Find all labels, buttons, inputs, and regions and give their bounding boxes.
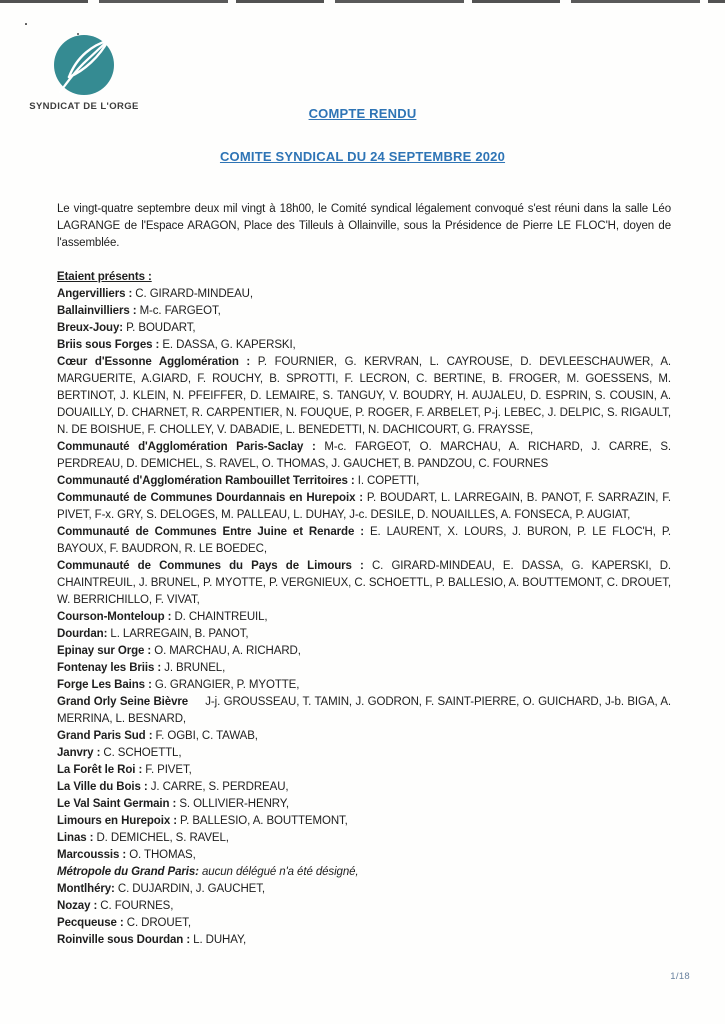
commune-name: Communauté de Communes du Pays de Limours : — [57, 560, 372, 572]
commune-name: La Ville du Bois : — [57, 781, 151, 793]
commune-name: Montlhéry: — [57, 883, 118, 895]
commune-name: Cœur d'Essonne Agglomération : — [57, 356, 258, 368]
attendee-entry — [57, 813, 671, 830]
logo-org-name: SYNDICAT DE L'ORGE — [29, 101, 139, 112]
delegate-names: C. DROUET, — [126, 917, 191, 929]
delegate-names: E. LAURENT, X. LOURS, J. BURON, P. LE FLOC'H, P. BAYOUX, F. BAUDRON, R. LE BOEDEC, — [57, 526, 672, 555]
delegate-names: D. CHAINTREUIL, — [174, 611, 268, 623]
commune-name: Epinay sur Orge : — [57, 645, 155, 657]
delegate-names: P. BOUDART, L. LARREGAIN, B. PANOT, F. SARRAZIN, F. PIVET, F-x. GRY, S. DELOGES, M. PALLEAU, L. DUHAY, J-c. DESILE, D. NOUAILLES, A. FONSECA, P. AUGIAT, — [57, 492, 671, 521]
delegate-names: P. FOURNIER, G. KERVRAN, L. CAYROUSE, D. DEVLEESCHAUWER, A. MARGUERITE, A.GIARD, F. ROUCHY, B. SPROTTI, F. LECRON, C. BERTINE, B. FROGER, M. GOESSENS, M. BERTINOT, J. KLEIN, N. PFEIFFER, D. LEMAIRE, S. TANGUY, V. BOUDRY, H. AUJALEU, D. ESPRIN, S. COUSIN, A. DOUAILLY, D. CHARNET, R. CARPENTIER, N. FOUQUE, P. ROGER, F. ARBELET, P-j. LEBEC, J. DELPIC, S. RIGAULT, N. DE BOISHUE, F. CHOLLEY, V. DABADIE, L. BENEDETTI, N. DACHICOURT, G. FRAYSSE, — [57, 356, 672, 436]
commune-name: Breux-Jouy: — [57, 322, 127, 334]
delegate-names: L. LARREGAIN, B. PANOT, — [110, 628, 249, 640]
attendee-entry — [57, 915, 671, 932]
attendee-entry — [57, 762, 671, 779]
commune-name: Limours en Hurepoix : — [57, 815, 181, 827]
commune-name: Le Val Saint Germain : — [57, 798, 180, 810]
page-number: 1/18 — [670, 971, 690, 982]
delegate-names: M-c. FARGEOT, O. MARCHAU, A. RICHARD, J. CARRE, S. PERDREAU, D. DEMICHEL, S. RAVEL, O. THOMAS, J. GAUCHET, B. PANDZOU, C. FOURNES — [57, 441, 672, 470]
delegate-names: J. BRUNEL, — [164, 662, 226, 674]
attendee-entry — [57, 779, 671, 796]
attendee-entry — [57, 626, 671, 643]
attendee-entry — [57, 320, 671, 337]
commune-name: Communauté de Communes Entre Juine et Renarde : — [57, 526, 370, 538]
commune-name: Fontenay les Briis : — [57, 662, 165, 674]
attendee-entry — [57, 881, 671, 898]
attendee-entry — [57, 847, 671, 864]
commune-name: Communauté d'Agglomération Rambouillet Territoires : — [57, 475, 358, 487]
commune-name: Nozay : — [57, 900, 101, 912]
attendee-entry — [57, 830, 671, 847]
attendee-entry — [57, 524, 671, 558]
intro-paragraph: Le vingt-quatre septembre deux mil vingt à 18h00, le Comité syndical légalement convoqué s'est réuni dans la salle Léo LAGRANGE de l'Espace ARAGON, Place des Tilleuls à Ollainville, sous la Présidence de Pierre LE FLOC'H, doyen de l'assemblée. — [57, 203, 671, 249]
delegate-names: F. PIVET, — [145, 764, 192, 776]
commune-name: Courson-Monteloup : — [57, 611, 175, 623]
commune-name: Linas : — [57, 832, 97, 844]
attendee-entry — [57, 745, 671, 762]
delegate-names: G. GRANGIER, P. MYOTTE, — [154, 679, 300, 691]
scan-speck — [25, 23, 27, 25]
delegate-names: C. GIRARD-MINDEAU, E. DASSA, G. KAPERSKI, D. CHAINTREUIL, J. BRUNEL, P. MYOTTE, P. VERGNIEUX, C. SCHOETTL, P. BALLESIO, A. BOUTTEMONT, C. DROUET, W. BERRICHILLO, F. VIVAT, — [57, 560, 671, 606]
delegate-names: L. DUHAY, — [193, 934, 247, 946]
scan-artifact-line — [0, 0, 725, 3]
attendee-entry — [57, 660, 671, 677]
delegate-names: I. COPETTI, — [357, 475, 420, 487]
commune-name: Communauté d'Agglomération Paris-Saclay : — [57, 441, 325, 453]
attendee-entry — [57, 473, 671, 490]
attendee-entry — [57, 677, 671, 694]
attendee-entry — [57, 286, 671, 303]
attendee-entry — [57, 643, 671, 660]
delegate-names: O. MARCHAU, A. RICHARD, — [154, 645, 301, 657]
commune-name: Grand Paris Sud : — [57, 730, 156, 742]
attendee-entry — [57, 439, 671, 473]
delegate-names: O. THOMAS, — [129, 849, 196, 861]
commune-name: Marcoussis : — [57, 849, 130, 861]
delegate-names: E. DASSA, G. KAPERSKI, — [162, 339, 296, 351]
attendee-list — [57, 286, 671, 949]
delegate-names: J-j. GROUSSEAU, T. TAMIN, J. GODRON, F. SAINT-PIERRE, O. GUICHARD, J-b. BIGA, A. MERRINA, L. BESNARD, — [57, 696, 672, 725]
leaf-in-circle-icon — [51, 34, 117, 98]
attendee-entry — [57, 796, 671, 813]
attendee-entry — [57, 728, 671, 745]
attendee-entry — [57, 354, 671, 439]
commune-name: Pecqueuse : — [57, 917, 127, 929]
commune-name: Forge Les Bains : — [57, 679, 155, 691]
commune-name: Communauté de Communes Dourdannais en Hurepoix : — [57, 492, 367, 504]
commune-name: Briis sous Forges : — [57, 339, 163, 351]
delegate-names: aucun délégué n'a été désigné, — [202, 866, 359, 878]
attendee-entry — [57, 864, 671, 881]
title-block — [0, 106, 725, 164]
commune-name: Grand Orly Seine Bièvre — [57, 696, 206, 708]
delegate-names: D. DEMICHEL, S. RAVEL, — [96, 832, 229, 844]
commune-name: Métropole du Grand Paris: — [57, 866, 203, 878]
delegate-names: F. OGBI, C. TAWAB, — [155, 730, 258, 742]
attendee-entry — [57, 303, 671, 320]
delegate-names: C. DUJARDIN, J. GAUCHET, — [117, 883, 265, 895]
delegate-names: S. OLLIVIER-HENRY, — [179, 798, 289, 810]
attendee-entry — [57, 898, 671, 915]
delegate-names: C. FOURNES, — [100, 900, 174, 912]
attendee-entry — [57, 337, 671, 354]
attendee-entry — [57, 490, 671, 524]
delegate-names: C. SCHOETTL, — [103, 747, 182, 759]
delegate-names: P. BOUDART, — [126, 322, 196, 334]
attendee-entry — [57, 609, 671, 626]
commune-name: Ballainvilliers : — [57, 305, 140, 317]
commune-name: Dourdan: — [57, 628, 111, 640]
delegate-names: M-c. FARGEOT, — [139, 305, 221, 317]
attendee-entry — [57, 932, 671, 949]
present-heading: Etaient présents : — [57, 271, 152, 283]
commune-name: Janvry : — [57, 747, 104, 759]
delegate-names: C. GIRARD-MINDEAU, — [135, 288, 253, 300]
attendee-entry — [57, 558, 671, 609]
commune-name: Angervilliers : — [57, 288, 136, 300]
document-title: COMPTE RENDU — [308, 106, 417, 121]
commune-name: Roinville sous Dourdan : — [57, 934, 194, 946]
commune-name: La Forêt le Roi : — [57, 764, 146, 776]
delegate-names: P. BALLESIO, A. BOUTTEMONT, — [180, 815, 348, 827]
delegate-names: J. CARRE, S. PERDREAU, — [150, 781, 289, 793]
document-body — [57, 201, 671, 949]
syndicat-orge-logo — [24, 34, 144, 112]
document-subtitle: COMITE SYNDICAL DU 24 SEPTEMBRE 2020 — [219, 149, 506, 164]
attendee-entry — [57, 694, 671, 728]
